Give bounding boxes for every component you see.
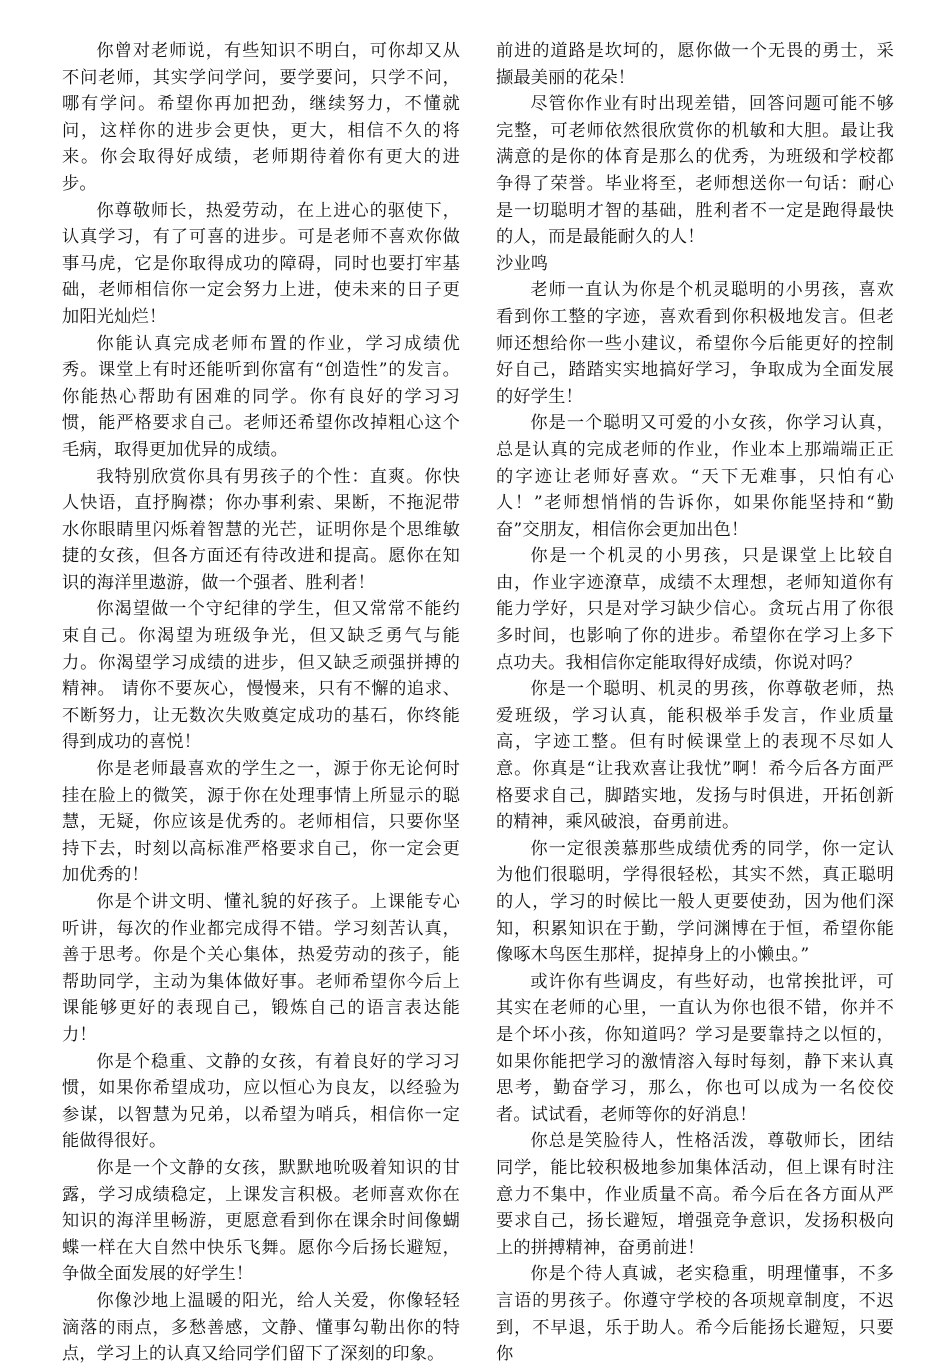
comment-paragraph: 你是一个文静的女孩，默默地吮吸着知识的甘露，学习成绩稳定，上课发言积极。老师喜欢你在知识的海洋里畅游，更愿意看到你在课余时间像蝴蝶一样在大自然中快乐飞舞。愿你今后扬长避短，争做全面发展的好学生！ [62, 1157, 460, 1285]
comment-paragraph: 我特别欣赏你具有男孩子的个性：直爽。你快人快语，直抒胸襟；你办事利索、果断，不拖泥带水你眼睛里闪烁着智慧的光芒，证明你是个思维敏捷的女孩，但各方面还有待改进和提高。愿你在知识的海洋里遨游，做一个强者、胜利者！ [62, 466, 460, 593]
continued-paragraph: 前进的道路是坎坷的，愿你做一个无畏的勇士，采撷最美丽的花朵！ [496, 41, 894, 88]
comment-paragraph: 老师一直认为你是个机灵聪明的小男孩，喜欢看到你工整的字迹，喜欢看到你积极地发言。但老师还想给你一些小建议，希望你今后能更好的控制好自己，踏踏实实地搞好学习，争取成为全面发展的好学生！ [496, 280, 894, 407]
comment-paragraph: 你一定很羡慕那些成绩优秀的同学，你一定认为他们很聪明，学得很轻松，其实不然，真正聪明的人，学习的时候比一般人更要使劲，因为他们深知，积累知识在于勤，学问渊博在于恒，希望你能像啄木鸟医生那样，捉掉身上的小懒虫。” [496, 838, 894, 966]
student-name-heading: 沙业鸣 [496, 253, 549, 274]
comment-paragraph: 你是一个机灵的小男孩，只是课堂上比较自由，作业字迹潦草，成绩不太理想，老师知道你有能力学好，只是对学习缺少信心。贪玩占用了你很多时间，也影响了你的进步。希望你在学习上多下点功夫。我相信你定能取得好成绩，你说对吗？ [496, 546, 894, 673]
comment-paragraph: 你总是笑脸待人，性格活泼，尊敬师长，团结同学，能比较积极地参加集体活动，但上课有时注意力不集中，作业质量不高。希今后在各方面从严要求自己，扬长避短，增强竞争意识，发扬积极向上的拼搏精神，奋勇前进！ [496, 1131, 894, 1258]
comment-paragraph: 你是一个聪明又可爱的小女孩，你学习认真，总是认真的完成老师的作业，作业本上那端端正正的字迹让老师好喜欢。“天下无难事，只怕有心人！”老师想悄悄的告诉你，如果你能坚持和“勤奋”交朋友，相信你会更加出色！ [496, 413, 894, 540]
comment-paragraph: 尽管你作业有时出现差错，回答问题可能不够完整，可老师依然很欣赏你的机敏和大胆。最让我满意的是你的体育是那么的优秀，为班级和学校都争得了荣誉。毕业将至，老师想送你一句话：耐心是一切聪明才智的基础，胜利者不一定是跑得最快的人，而是最能耐久的人！ [496, 94, 894, 248]
comment-paragraph: 你是个讲文明、懂礼貌的好孩子。上课能专心听讲，每次的作业都完成得不错。学习刻苦认真，善于思考。你是个关心集体，热爱劳动的孩子，能帮助同学，主动为集体做好事。老师希望你今后上课能够更好的表现自己，锻炼自己的语言表达能力！ [62, 892, 460, 1045]
comment-paragraph: 你尊敬师长，热爱劳动，在上进心的驱使下，认真学习，有了可喜的进步。可是老师不喜欢你做事马虎，它是你取得成功的障碍，同时也要打牢基础，老师相信你一定会努力上进，使未来的日子更加阳光灿烂！ [62, 200, 460, 327]
comment-paragraph: 你能认真完成老师布置的作业，学习成绩优秀。课堂上有时还能听到你富有“创造性”的发言。你能热心帮助有困难的同学。你有良好的学习习惯，能严格要求自己。老师还希望你改掉粗心这个毛病，取得更加优异的成绩。 [62, 333, 460, 460]
comment-paragraph: 你像沙地上温暖的阳光，给人关爱，你像轻轻滴落的雨点，多愁善感，文静、懂事勾勒出你的特点，学习上的认真又给同学们留下了深刻的印象。 [62, 1290, 460, 1365]
comment-paragraph: 你是一个聪明、机灵的男孩，你尊敬老师，热爱班级，学习认真，能积极举手发言，作业质量高，字迹工整。但有时候课堂上的表现不尽如人意。你真是“让我欢喜让我忧”啊！希今后各方面严格要求自己，脚踏实地，发扬与时俱进，开拓创新的精神，乘风破浪，奋勇前进。 [496, 679, 894, 833]
left-column [62, 38, 460, 1368]
comment-paragraph: 你是个待人真诚，老实稳重，明理懂事，不多言语的男孩子。你遵守学校的各项规章制度，不迟到，不早退，乐于助人。希今后能扬长避短，只要你 [496, 1264, 894, 1365]
comment-paragraph: 你渴望做一个守纪律的学生，但又常常不能约束自己。你渴望为班级争光，但又缺乏勇气与能力。你渴望学习成绩的进步，但又缺乏顽强拼搏的精神。 请你不要灰心，慢慢来，只有不懈的追求、不断努力，让无数次失败奠定成功的基石，你终能得到成功的喜悦！ [62, 599, 460, 753]
comment-paragraph: 你曾对老师说，有些知识不明白，可你却又从不问老师，其实学问学问，要学要问，只学不问，哪有学问。希望你再加把劲，继续努力，不懂就问，这样你的进步会更快，更大，相信不久的将来。你会取得好成绩，老师期待着你有更大的进步。 [62, 41, 460, 194]
comment-paragraph: 你是老师最喜欢的学生之一，源于你无论何时挂在脸上的微笑，源于你在处理事情上所显示的聪慧，无疑，你应该是优秀的。老师相信，只要你坚持下去，时刻以高标准严格要求自己，你一定会更加优秀的！ [62, 759, 460, 886]
comment-paragraph: 你是个稳重、文静的女孩，有着良好的学习习惯，如果你希望成功，应以恒心为良友，以经验为参谋，以智慧为兄弟，以希望为哨兵，相信你一定能做得很好。 [62, 1051, 460, 1152]
right-column [496, 38, 894, 1368]
comment-paragraph: 或许你有些调皮，有些好动，也常挨批评，可其实在老师的心里，一直认为你也很不错，你并不是个坏小孩，你知道吗？学习是要靠持之以恒的，如果你能把学习的激情溶入每时每刻，静下来认真思考，勤奋学习，那么，你也可以成为一名佼佼者。试试看，老师等你的好消息！ [496, 971, 894, 1125]
